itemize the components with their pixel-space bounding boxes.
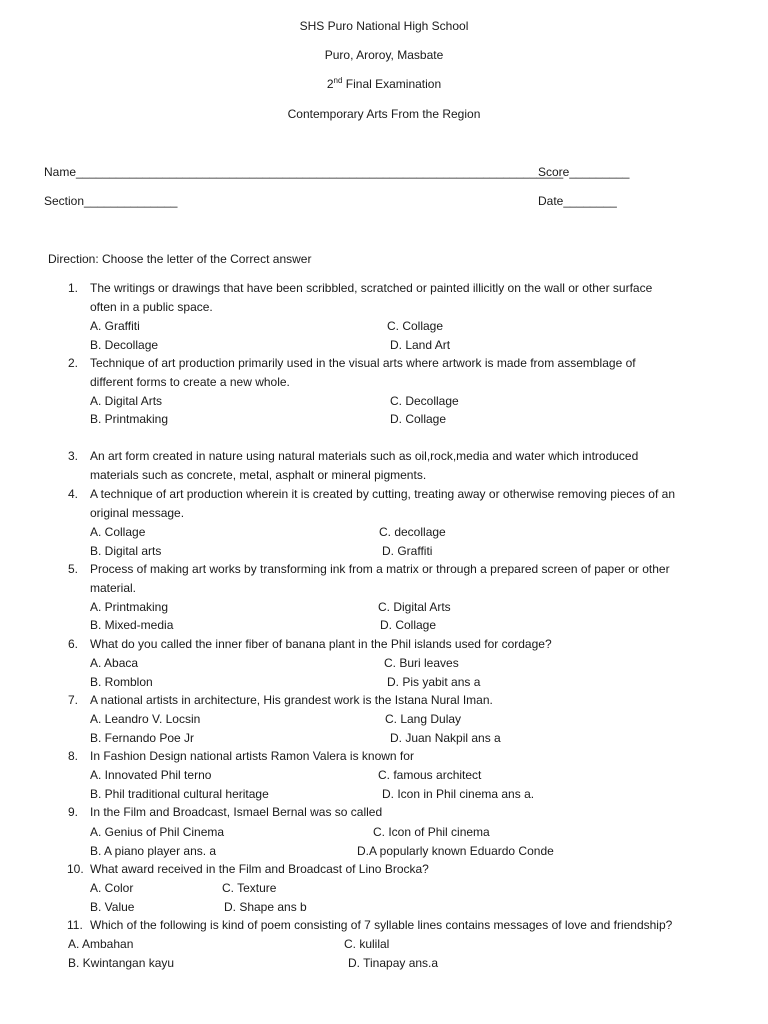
question-text: In Fashion Design national artists Ramon Valera is known for: [90, 749, 414, 763]
choice-d: D.A popularly known Eduardo Conde: [357, 844, 554, 858]
question-number: 10.: [67, 862, 84, 876]
choice-b: B. Fernando Poe Jr: [90, 731, 195, 745]
direction-text: Direction: Choose the letter of the Correct answer: [48, 252, 312, 266]
question-text: A national artists in architecture, His grandest work is the Istana Nural Iman.: [90, 693, 493, 707]
choice-a: A. Leandro V. Locsin: [90, 712, 201, 726]
choice-d: D. Icon in Phil cinema ans a.: [382, 787, 535, 801]
choice-d: D. Juan Nakpil ans a: [390, 731, 501, 745]
choice-a: A. Collage: [90, 525, 146, 539]
school-name: SHS Puro National High School: [299, 19, 469, 33]
question-text: Technique of art production primarily used in the visual arts where artwork is made from assemblage of: [90, 356, 636, 370]
choice-a: A. Color: [90, 881, 134, 895]
exam-title: [0, 77, 768, 92]
question-number: 8.: [68, 749, 79, 763]
question-number: 2.: [68, 356, 79, 370]
question-number: 7.: [68, 693, 79, 707]
choice-c: C. Texture: [222, 881, 277, 895]
date-field: Date________: [538, 194, 617, 208]
choice-b: B. Printmaking: [90, 412, 169, 426]
question-text: A technique of art production wherein it is created by cutting, treating away or otherwise removing pieces of an: [90, 487, 675, 501]
question-number: 3.: [68, 449, 79, 463]
choice-c: C. kulilal: [344, 937, 390, 951]
choice-a: A. Digital Arts: [90, 394, 163, 408]
section-field: Section______________: [44, 194, 178, 208]
score-field: Score_________: [538, 165, 630, 179]
choice-b: B. Kwintangan kayu: [68, 956, 175, 970]
question-number: 4.: [68, 487, 79, 501]
choice-c: C. Digital Arts: [378, 600, 451, 614]
choice-a: A. Graffiti: [90, 319, 140, 333]
name-field: Name_________________________________________________________________________: [44, 165, 564, 179]
choice-d: D. Land Art: [390, 338, 451, 352]
choice-b: B. A piano player ans. a: [90, 844, 217, 858]
choice-a: A. Abaca: [90, 656, 139, 670]
choice-a: A. Innovated Phil terno: [90, 768, 212, 782]
school-address: Puro, Aroroy, Masbate: [324, 48, 444, 62]
subject-title: Contemporary Arts From the Region: [287, 107, 481, 121]
choice-c: C. Decollage: [390, 394, 459, 408]
choice-c: C. Buri leaves: [384, 656, 459, 670]
question-text: In the Film and Broadcast, Ismael Bernal was so called: [90, 805, 383, 819]
exam-number: 2: [326, 77, 334, 91]
choice-b: B. Decollage: [90, 338, 159, 352]
question-number: 11.: [67, 918, 83, 932]
choice-d: D. Pis yabit ans a: [387, 675, 481, 689]
question-text: often in a public space.: [90, 300, 213, 314]
question-text: original message.: [90, 506, 185, 520]
question-text: What do you called the inner fiber of banana plant in the Phil islands used for cordage?: [90, 637, 552, 651]
choice-a: A. Ambahan: [68, 937, 134, 951]
choice-d: D. Tinapay ans.a: [348, 956, 439, 970]
choice-c: C. Lang Dulay: [385, 712, 462, 726]
choice-c: C. Icon of Phil cinema: [373, 825, 490, 839]
choice-d: D. Graffiti: [382, 544, 433, 558]
question-text: The writings or drawings that have been scribbled, scratched or painted illicitly on the wall or other surface: [90, 281, 653, 295]
question-text: material.: [90, 581, 137, 595]
exam-title-rest: Final Examination: [342, 77, 442, 91]
question-text: An art form created in nature using natural materials such as oil,rock,media and water which introduced: [90, 449, 639, 463]
choice-a: A. Genius of Phil Cinema: [90, 825, 225, 839]
question-text: different forms to create a new whole.: [90, 375, 290, 389]
choice-b: B. Mixed-media: [90, 618, 174, 632]
choice-d: D. Collage: [380, 618, 437, 632]
question-text: What award received in the Film and Broadcast of Lino Brocka?: [90, 862, 429, 876]
choice-d: D. Shape ans b: [224, 900, 307, 914]
choice-c: C. Collage: [387, 319, 444, 333]
question-number: 1.: [68, 281, 79, 295]
choice-c: C. decollage: [379, 525, 446, 539]
choice-b: B. Value: [90, 900, 135, 914]
choice-b: B. Romblon: [90, 675, 153, 689]
choice-a: A. Printmaking: [90, 600, 169, 614]
exam-ordinal: nd: [333, 76, 343, 85]
question-text: Process of making art works by transforming ink from a matrix or through a prepared screen of paper or other: [90, 562, 670, 576]
choice-b: B. Phil traditional cultural heritage: [90, 787, 269, 801]
question-text: Which of the following is kind of poem consisting of 7 syllable lines contains messages of love and friendship?: [90, 918, 673, 932]
question-number: 9.: [68, 805, 79, 819]
choice-b: B. Digital arts: [90, 544, 162, 558]
question-text: materials such as concrete, metal, asphalt or mineral pigments.: [90, 468, 427, 482]
question-number: 5.: [68, 562, 79, 576]
question-number: 6.: [68, 637, 79, 651]
choice-c: C. famous architect: [378, 768, 482, 782]
choice-d: D. Collage: [390, 412, 447, 426]
